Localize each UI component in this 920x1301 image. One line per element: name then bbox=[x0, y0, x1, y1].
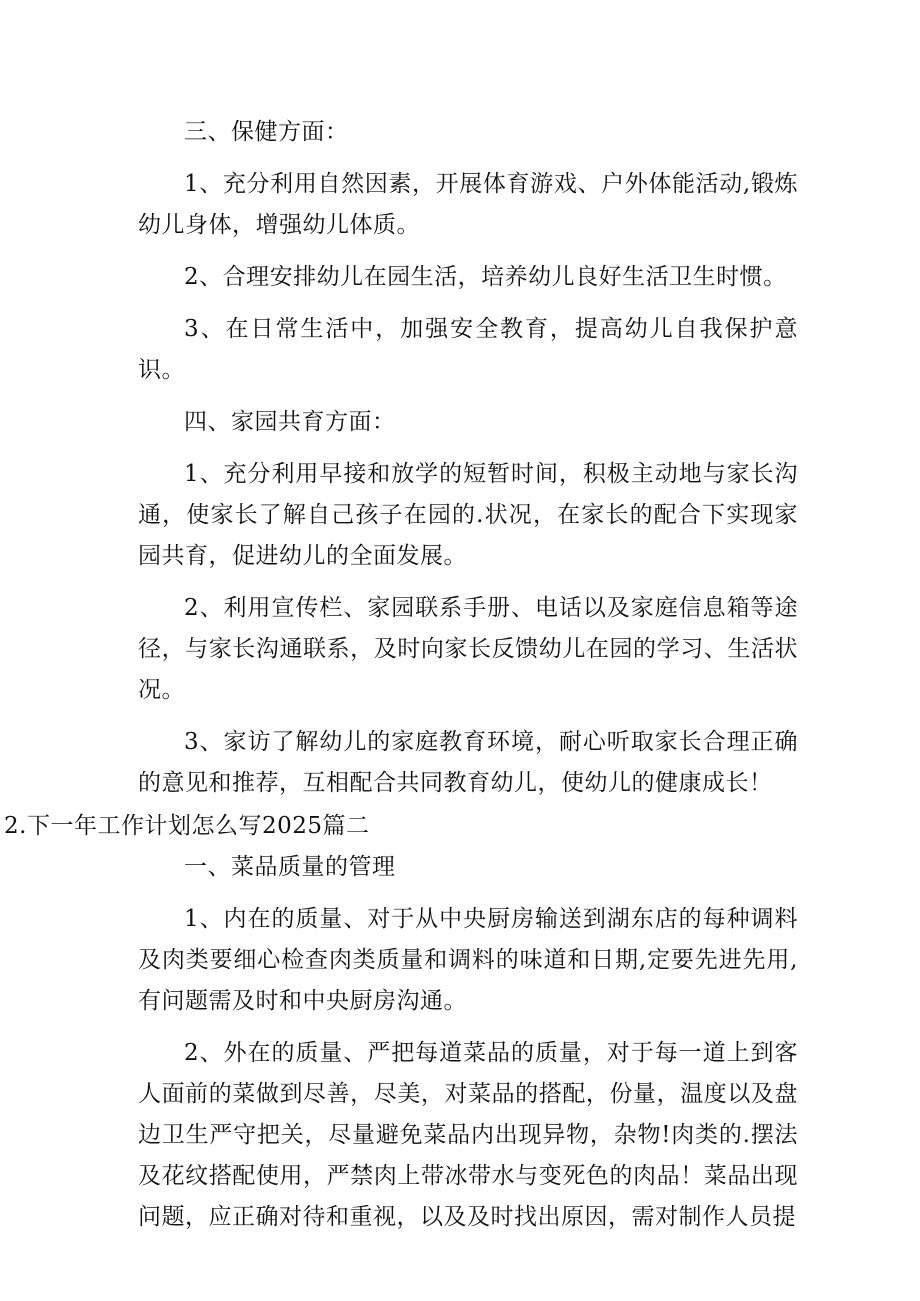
article-title: 2.下一年工作计划怎么写2025篇二 bbox=[4, 813, 370, 839]
paragraph-health-3: 3、在日常生活中，加强安全教育，提高幼儿自我保护意识。 bbox=[138, 316, 798, 383]
section-heading-dish-quality: 一、菜品质量的管理 bbox=[184, 854, 396, 880]
paragraph-health-2: 2、合理安排幼儿在园生活，培养幼儿良好生活卫生时惯。 bbox=[184, 264, 787, 290]
paragraph-health-1: 1、充分利用自然因素，开展体育游戏、户外体能活动,锻炼幼儿身体，增强幼儿体质。 bbox=[138, 171, 798, 238]
paragraph-dish-quality-1: 1、内在的质量、对于从中央厨房输送到湖东店的每种调料及肉类要细心检查肉类质量和调料的味道和日期,定要先进先用,有问题需及时和中央厨房沟通。 bbox=[138, 906, 798, 1014]
paragraph-home-school-1: 1、充分利用早接和放学的短暂时间，积极主动地与家长沟通，使家长了解自己孩子在园的.状况，在家长的配合下实现家园共育，促进幼儿的全面发展。 bbox=[138, 461, 798, 569]
section-heading-home-school: 四、家园共育方面： bbox=[184, 409, 396, 435]
paragraph-home-school-2: 2、利用宣传栏、家园联系手册、电话以及家庭信息箱等途径，与家长沟通联系，及时向家长反馈幼儿在园的学习、生活状况。 bbox=[138, 595, 798, 703]
paragraph-home-school-3: 3、家访了解幼儿的家庭教育环境，耐心听取家长合理正确的意见和推荐，互相配合共同教育幼儿，使幼儿的健康成长！ bbox=[138, 729, 798, 796]
document-body bbox=[4, 112, 798, 1249]
paragraph-dish-quality-2: 2、外在的质量、严把每道菜品的质量，对于每一道上到客人面前的菜做到尽善，尽美，对菜品的搭配，份量，温度以及盘边卫生严守把关，尽量避免菜品内出现异物，杂物!肉类的.摆法及花纹搭配使用，严禁肉上带冰带水与变死色的肉品！菜品出现问题，应正确对待和重视，以及及时找出原因，需对制作人员提 bbox=[138, 1040, 798, 1230]
section-heading-health: 三、保健方面： bbox=[184, 119, 349, 145]
